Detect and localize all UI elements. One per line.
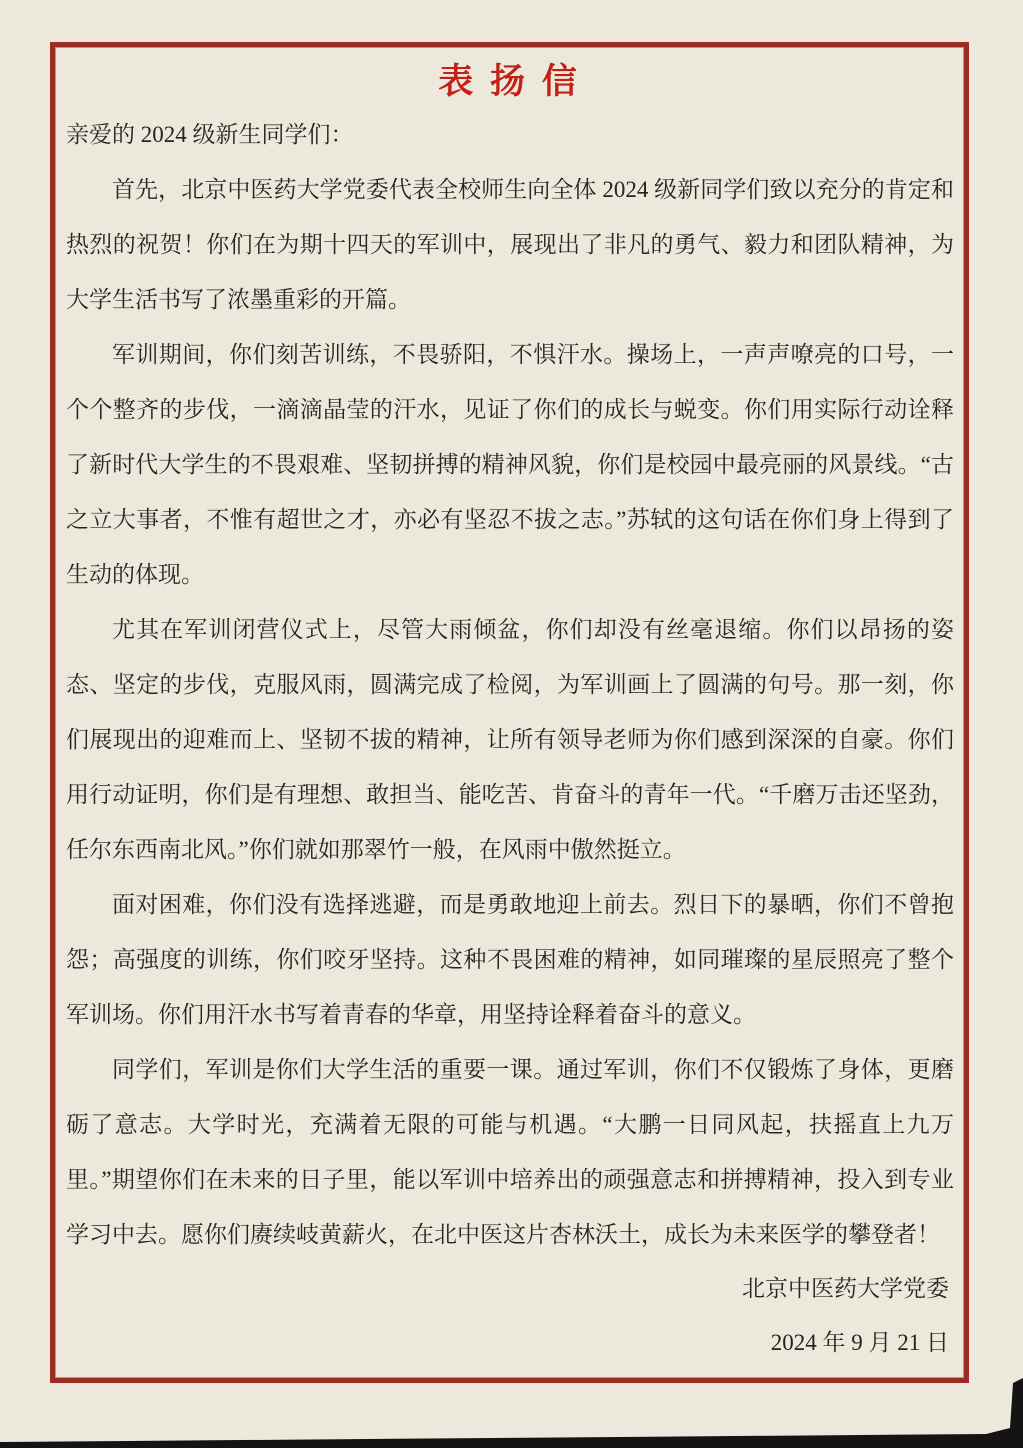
letter-frame [50,42,969,1383]
letter-paragraph-5: 同学们，军训是你们大学生活的重要一课。通过军训，你们不仅锻炼了身体，更磨砺了意志。大学时光，充满着无限的可能与机遇。“大鹏一日同风起，扶摇直上九万里。”期望你们在未来的日子里，能以军训中培养出的顽强意志和拼搏精神，投入到专业学习中去。愿你们赓续岐黄薪火，在北中医这片杏林沃土，成长为未来医学的攀登者！ [66,1057,954,1247]
letter-signature: 北京中医药大学党委 [742,1276,949,1301]
letter-paragraph-3: 尤其在军训闭营仪式上，尽管大雨倾盆，你们却没有丝毫退缩。你们以昂扬的姿态、坚定的步伐，克服风雨，圆满完成了检阅，为军训画上了圆满的句号。那一刻，你们展现出的迎难而上、坚韧不拔的精神，让所有领导老师为你们感到深深的自豪。你们用行动证明，你们是有理想、敢担当、能吃苦、肯奋斗的青年一代。“千磨万击还坚劲，任尔东西南北风。”你们就如那翠竹一般，在风雨中傲然挺立。 [66,617,954,862]
letter-salutation: 亲爱的 2024 级新生同学们： [66,122,354,147]
letter-paragraph-1: 首先，北京中医药大学党委代表全校师生向全体 2024 级新同学们致以充分的肯定和热烈的祝贺！你们在为期十四天的军训中，展现出了非凡的勇气、毅力和团队精神，为大学生活书写了浓墨重彩的开篇。 [66,177,954,312]
letter-title: 表 扬 信 [438,62,581,101]
letter-paragraph-2: 军训期间，你们刻苦训练，不畏骄阳，不惧汗水。操场上，一声声嘹亮的口号，一个个整齐的步伐，一滴滴晶莹的汗水，见证了你们的成长与蜕变。你们用实际行动诠释了新时代大学生的不畏艰难、坚韧拼搏的精神风貌，你们是校园中最亮丽的风景线。“古之立大事者，不惟有超世之才，亦必有坚忍不拔之志。”苏轼的这句话在你们身上得到了生动的体现。 [66,342,954,587]
letter-closing [742,1262,949,1370]
letter-date: 2024 年 9 月 21 日 [770,1330,949,1355]
letter-body [66,107,954,1262]
letter-paragraph-4: 面对困难，你们没有选择逃避，而是勇敢地迎上前去。烈日下的暴晒，你们不曾抱怨；高强度的训练，你们咬牙坚持。这种不畏困难的精神，如同璀璨的星辰照亮了整个军训场。你们用汗水书写着青春的华章，用坚持诠释着奋斗的意义。 [66,892,954,1027]
